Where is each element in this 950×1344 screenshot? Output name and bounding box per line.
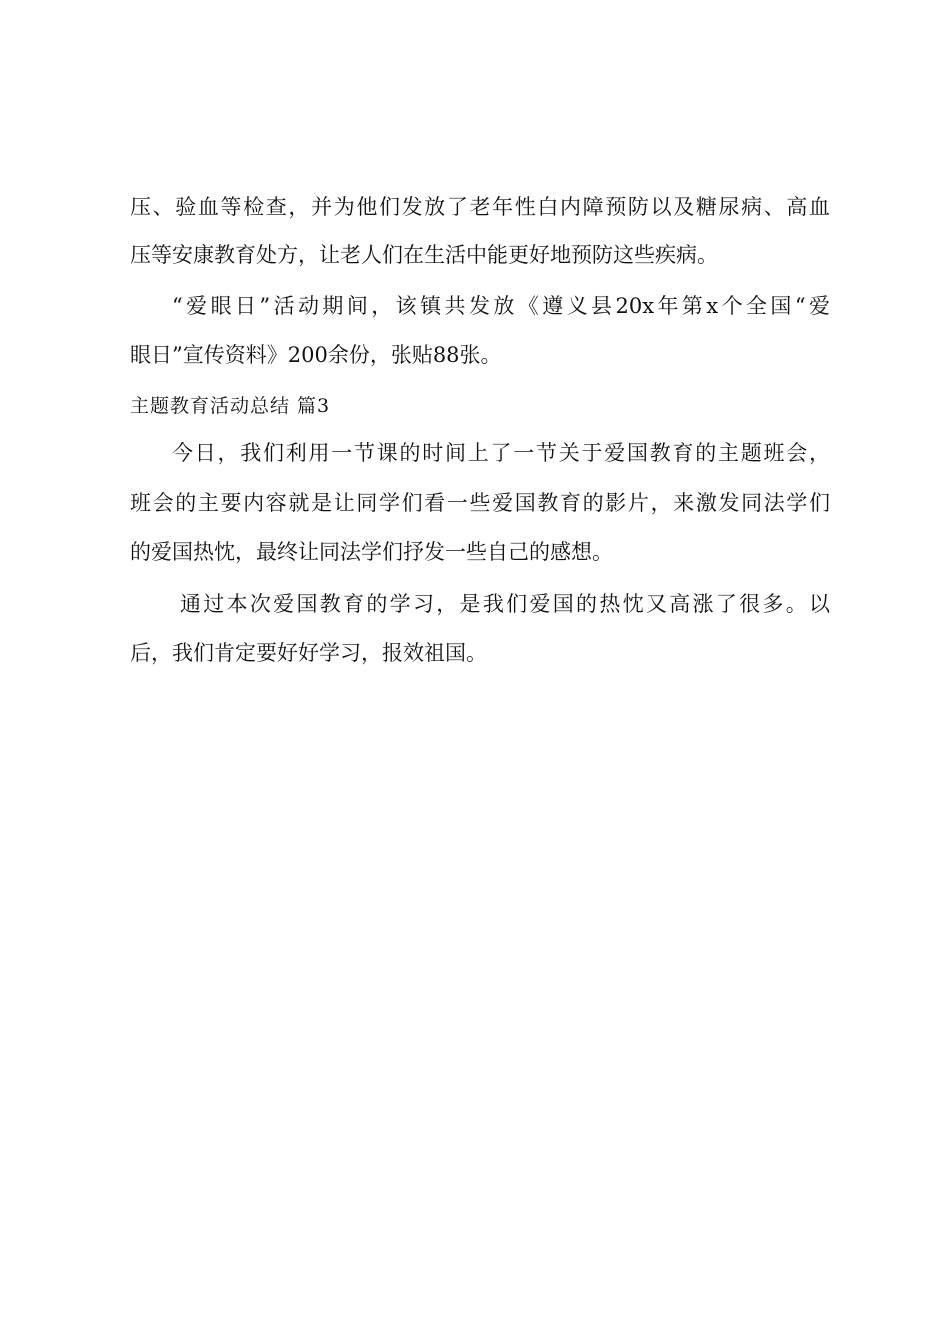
paragraph-3-line-2: 班会的主要内容就是让同学们看一些爱国教育的影片，来激发同法学们	[130, 491, 830, 515]
section-heading: 主题教育活动总结 篇3	[130, 395, 331, 417]
paragraph-4-line-2: 后，我们肯定要好好学习，报效祖国。	[130, 641, 487, 665]
paragraph-2-line-1: “爱眼日”活动期间，该镇共发放《遵义县20x年第x个全国“爱	[172, 294, 830, 318]
paragraph-4-line-1: 通过本次爱国教育的学习，是我们爱国的热忱又高涨了很多。以	[180, 592, 830, 616]
paragraph-2-line-2: 眼日”宣传资料》200余份，张贴88张。	[130, 343, 502, 367]
paragraph-3-line-3: 的爱国热忱，最终让同法学们抒发一些自己的感想。	[130, 540, 613, 564]
paragraph-1-line-1: 压、验血等检查，并为他们发放了老年性白内障预防以及糖尿病、高血	[130, 195, 830, 219]
paragraph-1-line-2: 压等安康教育处方，让老人们在生活中能更好地预防这些疾病。	[130, 243, 718, 267]
paragraph-3-line-1: 今日，我们利用一节课的时间上了一节关于爱国教育的主题班会，	[172, 441, 830, 465]
